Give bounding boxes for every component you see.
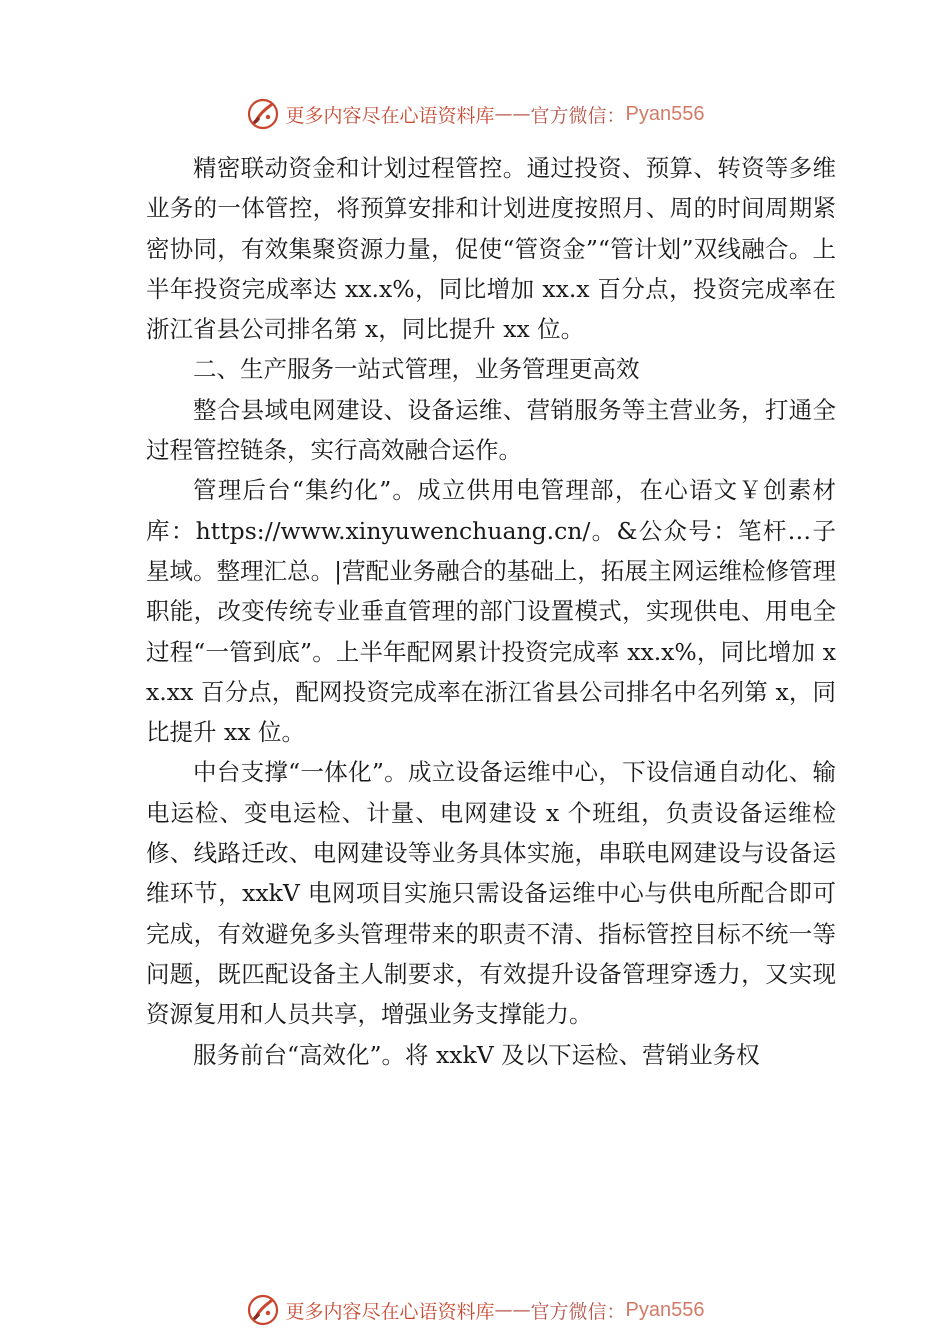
banner-wechat-label: 官方微信： xyxy=(530,104,626,127)
brush-logo-icon xyxy=(246,97,280,131)
banner-wechat-id: Pyan556 xyxy=(625,102,705,125)
paragraph-integration: 整合县域电网建设、设备运维、营销服务等主营业务，打通全过程管控链条，实行高效融合运作。 xyxy=(146,395,836,465)
banner-slogan: 更多内容尽在心语资料库 xyxy=(285,104,495,127)
paragraph-front-office: 服务前台“高效化”。将 xxkV 及以下运检、营销业务权 xyxy=(193,1040,760,1069)
banner-wechat-label: 官方微信： xyxy=(530,1300,626,1323)
brush-logo-icon xyxy=(246,1293,280,1327)
banner-wechat-id: Pyan556 xyxy=(625,1298,705,1321)
document-body xyxy=(146,148,836,1075)
section-heading-production-service: 二、生产服务一站式管理，业务管理更高效 xyxy=(193,355,640,384)
paragraph-middle-office: 中台支撑“一体化”。成立设备运维中心，下设信通自动化、输电运检、变电运检、计量、电网建设 x 个班组，负责设备运维检修、线路迁改、电网建设等业务具体实施，串联电网建设与设备运维环节，xxkV 电网项目实施只需设备运维中心与供电所配合即可完成，有效避免多头管理带来的职责不清、指标管控目标不统一等问题，既匹配设备主人制要求，有效提升设备管理穿透力，又实现资源复用和人员共享，增强业务支撑能力。 xyxy=(146,758,836,1029)
paragraph-fund-control: 精密联动资金和计划过程管控。通过投资、预算、转资等多维业务的一体管控，将预算安排和计划进度按照月、周的时间周期紧密协同，有效集聚资源力量，促使“管资金”“管计划”双线融合。上半年投资完成率达 xx.x%，同比增加 xx.x 百分点，投资完成率在浙江省县公司排名第 x，同比提升 xx 位。 xyxy=(146,154,836,344)
banner-dash: —— xyxy=(494,103,531,125)
banner-dash: —— xyxy=(494,1299,531,1321)
header-banner xyxy=(0,94,950,134)
footer-banner xyxy=(0,1290,950,1330)
paragraph-back-office: 管理后台“集约化”。成立供用电管理部，在心语文￥创素材库：https://www.xinyuwenchuang.cn/。&公众号：笔杆…子星域。整理汇总。|营配业务融合的基础上，拓展主网运维检修管理职能，改变传统专业垂直管理的部门设置模式，实现供电、用电全过程“一管到底”。上半年配网累计投资完成率 xx.x%，同比增加 xx.xx 百分点，配网投资完成率在浙江省县公司排名中名列第 x，同比提升 xx 位。 xyxy=(146,476,836,747)
banner-slogan: 更多内容尽在心语资料库 xyxy=(285,1300,495,1323)
